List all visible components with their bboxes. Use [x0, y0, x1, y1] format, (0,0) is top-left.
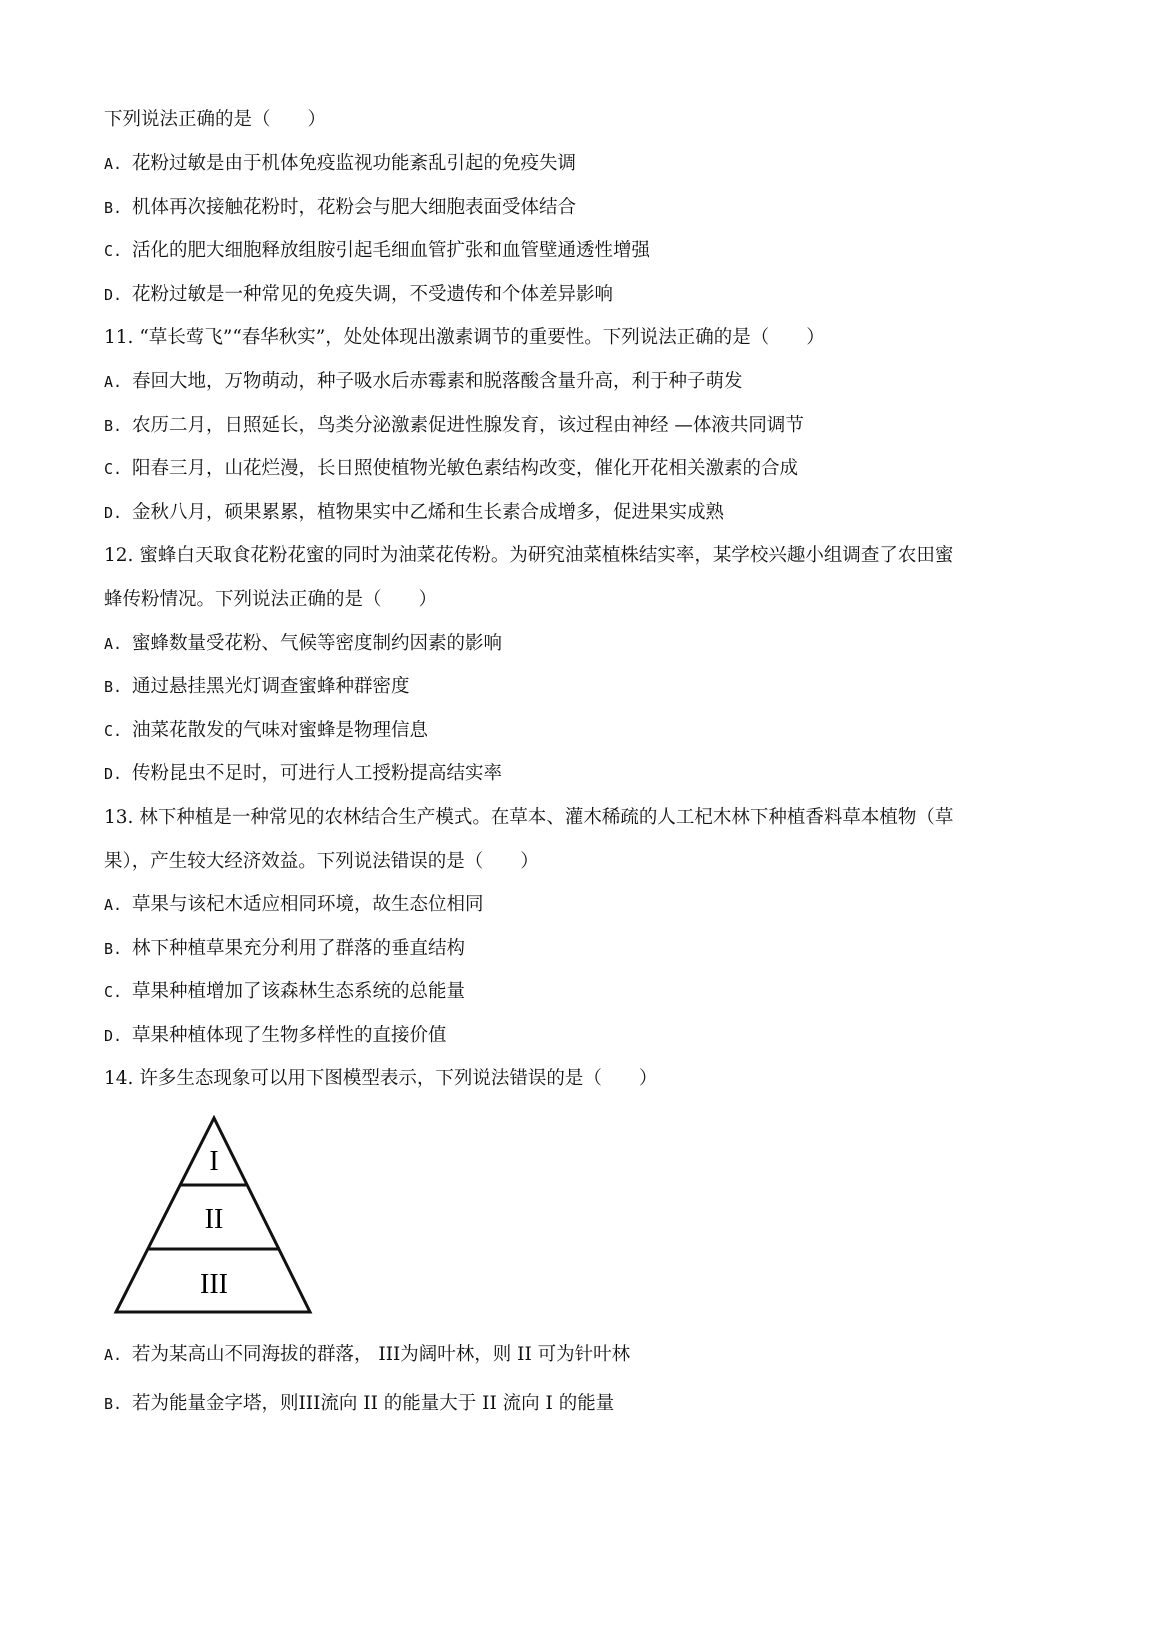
option-letter: D.: [104, 1027, 123, 1045]
option-text: 草果种植体现了生物多样性的直接价值: [132, 1025, 447, 1046]
question-12-stem-line1: [104, 543, 953, 569]
question-text: 许多生态现象可以用下图模型表示，下列说法错误的是（ ）: [139, 1068, 658, 1089]
option-letter: C.: [104, 983, 123, 1001]
option-text: 金秋八月，硕果累累，植物果实中乙烯和生长素合成增多，促进果实成熟: [132, 502, 725, 523]
option-letter: D.: [104, 286, 123, 304]
q12-option-d: [104, 761, 502, 787]
question-11-stem: [104, 325, 825, 351]
q11-option-b: [104, 413, 804, 439]
q12-option-b: [104, 674, 410, 700]
q14-option-a: [104, 1342, 630, 1368]
q11-option-a: [104, 369, 743, 395]
option-text: 农历二月，日照延长，鸟类分泌激素促进性腺发育，该过程由神经 —体液共同调节: [132, 415, 804, 436]
option-letter: A.: [104, 155, 123, 173]
option-text: 机体再次接触花粉时，花粉会与肥大细胞表面受体结合: [132, 197, 577, 218]
option-text: 林下种植草果充分利用了群落的垂直结构: [132, 938, 466, 959]
pyramid-label-i: I: [209, 1146, 219, 1177]
q12-option-c: [104, 718, 428, 744]
option-text: 阳春三月，山花烂漫，长日照使植物光敏色素结构改变，催化开花相关激素的合成: [132, 458, 799, 479]
option-letter: A.: [104, 896, 123, 914]
question-number: 13.: [104, 807, 134, 828]
question-12-stem-line2: 蜂传粉情况。下列说法正确的是（ ）: [104, 589, 438, 610]
option-letter: A.: [104, 635, 123, 653]
option-letter: A.: [104, 1346, 123, 1364]
q13-option-a: [104, 892, 484, 918]
option-text: 花粉过敏是由于机体免疫监视功能紊乱引起的免疫失调: [132, 153, 577, 174]
option-text: 油菜花散发的气味对蜜蜂是物理信息: [132, 720, 429, 741]
option-text: 活化的肥大细胞释放组胺引起毛细血管扩张和血管壁通透性增强: [132, 240, 651, 261]
option-text: 通过悬挂黑光灯调查蜜蜂种群密度: [132, 676, 410, 697]
option-text: 草果与该杞木适应相同环境，故生态位相同: [132, 894, 484, 915]
q14-option-b: [104, 1391, 614, 1417]
option-letter: B.: [104, 678, 123, 696]
option-letter: D.: [104, 765, 123, 783]
question-13-stem-line1: [104, 805, 953, 831]
pyramid-diagram: [112, 1115, 316, 1317]
q13-option-d: [104, 1023, 447, 1049]
question-text: 林下种植是一种常见的农林结合生产模式。在草本、灌木稀疏的人工杞木林下种植香料草本植物（草: [139, 807, 954, 828]
question-14-stem: [104, 1066, 657, 1092]
q12-option-a: [104, 631, 502, 657]
q11-option-c: [104, 456, 798, 482]
question-text: “草长莺飞”“春华秋实”，处处体现出激素调节的重要性。下列说法正确的是（ ）: [139, 327, 825, 348]
q13-option-b: [104, 936, 465, 962]
pyramid-label-ii: II: [204, 1204, 224, 1235]
option-letter: B.: [104, 417, 123, 435]
q10-option-d: [104, 282, 613, 308]
option-text: 花粉过敏是一种常见的免疫失调，不受遗传和个体差异影响: [132, 284, 614, 305]
question-number: 14.: [104, 1068, 134, 1089]
option-text: 草果种植增加了该森林生态系统的总能量: [132, 981, 466, 1002]
option-letter: B.: [104, 940, 123, 958]
option-letter: B.: [104, 199, 123, 217]
q13-option-c: [104, 979, 465, 1005]
option-letter: C.: [104, 722, 123, 740]
q11-option-d: [104, 500, 724, 526]
question-number: 12.: [104, 545, 134, 566]
option-letter: D.: [104, 504, 123, 522]
pyramid-label-iii: III: [200, 1269, 228, 1300]
question-13-stem-line2: 果），产生较大经济效益。下列说法错误的是（ ）: [104, 851, 539, 872]
option-text: 若为某高山不同海拔的群落， III为阔叶林，则 II 可为针叶林: [132, 1344, 631, 1365]
option-text: 传粉昆虫不足时，可进行人工授粉提高结实率: [132, 763, 503, 784]
option-text: 蜜蜂数量受花粉、气候等密度制约因素的影响: [132, 633, 503, 654]
option-text: 若为能量金字塔，则III流向 II 的能量大于 II 流向 I 的能量: [132, 1393, 615, 1414]
option-text: 春回大地，万物萌动，种子吸水后赤霉素和脱落酸含量升高，利于种子萌发: [132, 371, 743, 392]
option-letter: C.: [104, 242, 123, 260]
q10-option-c: [104, 238, 650, 264]
q10-option-b: [104, 195, 576, 221]
option-letter: C.: [104, 460, 123, 478]
option-letter: B.: [104, 1395, 123, 1413]
q10-option-a: [104, 151, 576, 177]
option-letter: A.: [104, 373, 123, 391]
question-number: 11.: [104, 327, 134, 348]
question-10-intro: 下列说法正确的是（ ）: [104, 109, 327, 130]
question-text: 蜜蜂白天取食花粉花蜜的同时为油菜花传粉。为研究油菜植株结实率，某学校兴趣小组调查了农田蜜: [139, 545, 954, 566]
